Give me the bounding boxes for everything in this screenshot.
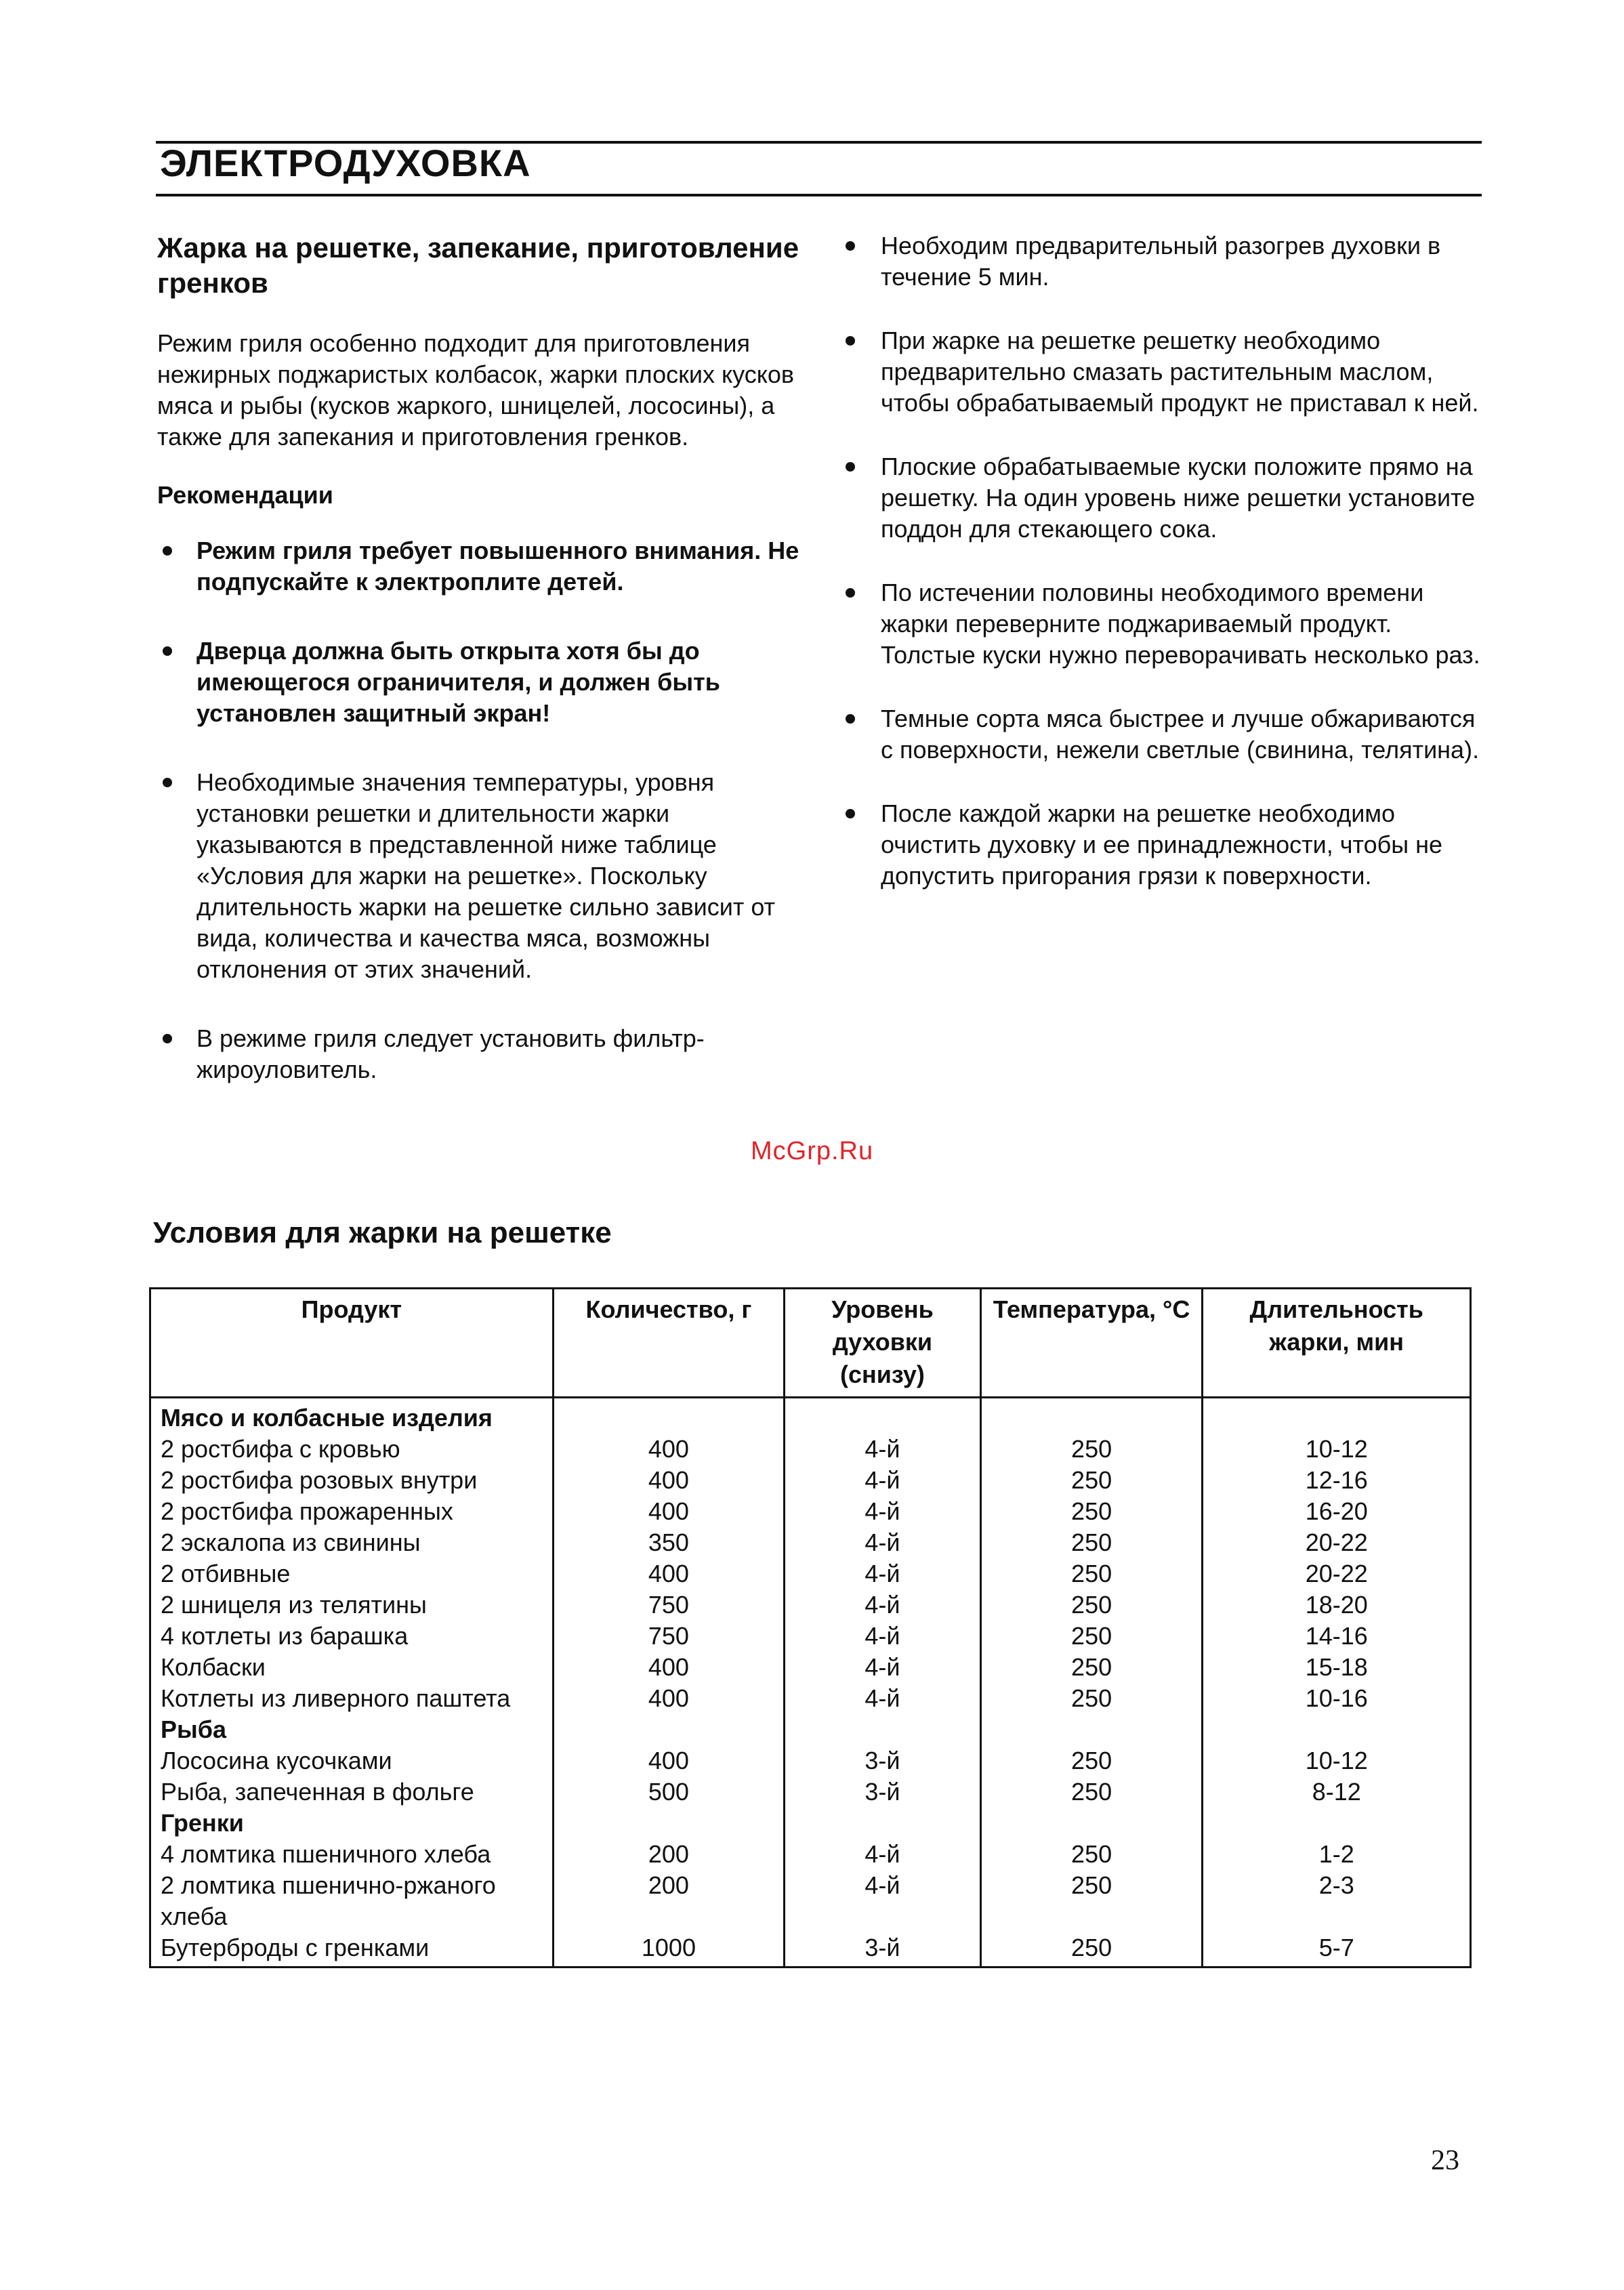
table-row <box>150 1932 1471 1968</box>
recommendation-bullet: Необходимые значения температуры, уровня установки решетки и длительности жарки указываются в представленной ниже таблице «Условия для жарки на решетке». Поскольку длительность жарки на решетке сильно зависит от вида, количества и качества мяса, возможны отклонения от этих значений. <box>157 767 808 985</box>
cell-quantity: 750 <box>553 1589 785 1621</box>
empty-cell <box>785 1398 981 1434</box>
cell-oven-level: 4-й <box>785 1465 981 1496</box>
empty-cell <box>980 1398 1203 1434</box>
cell-duration: 5-7 <box>1203 1932 1471 1968</box>
cell-oven-level: 4-й <box>785 1496 981 1527</box>
cell-quantity: 750 <box>553 1621 785 1652</box>
table-title: Условия для жарки на решетке <box>153 1216 612 1249</box>
cell-quantity: 200 <box>553 1870 785 1932</box>
cell-product: 2 шницеля из телятины <box>150 1589 554 1621</box>
table-group-row <box>150 1714 1471 1745</box>
cell-oven-level: 3-й <box>785 1932 981 1968</box>
right-column <box>840 230 1491 924</box>
title-underline <box>156 194 1482 196</box>
cell-quantity: 200 <box>553 1839 785 1870</box>
cell-quantity: 400 <box>553 1745 785 1776</box>
table-row <box>150 1776 1471 1808</box>
empty-cell <box>553 1714 785 1745</box>
cell-oven-level: 4-й <box>785 1434 981 1465</box>
recommendations-label: Рекомендации <box>157 481 333 509</box>
grilling-conditions-table <box>149 1287 1472 1968</box>
cell-product: Колбаски <box>150 1652 554 1683</box>
table-row <box>150 1870 1471 1932</box>
cell-oven-level: 3-й <box>785 1776 981 1808</box>
cell-duration: 10-12 <box>1203 1745 1471 1776</box>
cell-product: Лососина кусочками <box>150 1745 554 1776</box>
empty-cell <box>553 1398 785 1434</box>
table-row <box>150 1652 1471 1683</box>
cell-temperature: 250 <box>980 1621 1203 1652</box>
table-row <box>150 1465 1471 1496</box>
cell-product: Рыба, запеченная в фольге <box>150 1776 554 1808</box>
group-label: Гренки <box>150 1808 554 1839</box>
warning-bullet: Дверца должна быть открыта хотя бы до имеющегося ограничителя, и должен быть установлен защитный экран! <box>157 636 808 729</box>
table-row <box>150 1589 1471 1621</box>
table-header-row <box>150 1289 1471 1398</box>
empty-cell <box>553 1808 785 1839</box>
cell-duration: 10-12 <box>1203 1434 1471 1465</box>
page-number: 23 <box>1431 2145 1459 2176</box>
column-header-quantity: Количество, г <box>553 1289 785 1398</box>
empty-cell <box>785 1808 981 1839</box>
recommendation-bullet: При жарке на решетке решетку необходимо предварительно смазать растительным маслом, чтобы обрабатываемый продукт не приставал к ней. <box>840 325 1491 419</box>
cell-product: 2 ростбифа прожаренных <box>150 1496 554 1527</box>
recommendation-bullet: В режиме гриля следует установить фильтр-жироуловитель. <box>157 1023 808 1085</box>
column-header-oven-level: Уровень духовки (снизу) <box>785 1289 981 1398</box>
table-row <box>150 1683 1471 1714</box>
cell-temperature: 250 <box>980 1683 1203 1714</box>
cell-temperature: 250 <box>980 1496 1203 1527</box>
cell-quantity: 500 <box>553 1776 785 1808</box>
table-row <box>150 1621 1471 1652</box>
watermark: McGrp.Ru <box>751 1137 874 1165</box>
section-title: ЭЛЕКТРОДУХОВКА <box>160 142 531 184</box>
cell-duration: 2-3 <box>1203 1870 1471 1932</box>
cell-duration: 20-22 <box>1203 1558 1471 1589</box>
cell-temperature: 250 <box>980 1652 1203 1683</box>
column-header-duration: Длительность жарки, мин <box>1203 1289 1471 1398</box>
cell-duration: 15-18 <box>1203 1652 1471 1683</box>
left-column <box>157 230 808 1123</box>
cell-temperature: 250 <box>980 1558 1203 1589</box>
cell-quantity: 400 <box>553 1465 785 1496</box>
recommendation-bullet: После каждой жарки на решетке необходимо очистить духовку и ее принадлежности, чтобы не допустить пригорания грязи к поверхности. <box>840 798 1491 892</box>
cell-oven-level: 4-й <box>785 1558 981 1589</box>
cell-oven-level: 4-й <box>785 1589 981 1621</box>
cell-duration: 20-22 <box>1203 1527 1471 1558</box>
empty-cell <box>1203 1398 1471 1434</box>
cell-quantity: 1000 <box>553 1932 785 1968</box>
cell-duration: 16-20 <box>1203 1496 1471 1527</box>
cell-product: 4 ломтика пшеничного хлеба <box>150 1839 554 1870</box>
cell-duration: 8-12 <box>1203 1776 1471 1808</box>
cell-product: 2 отбивные <box>150 1558 554 1589</box>
cell-duration: 14-16 <box>1203 1621 1471 1652</box>
empty-cell <box>1203 1808 1471 1839</box>
cell-oven-level: 4-й <box>785 1527 981 1558</box>
empty-cell <box>980 1808 1203 1839</box>
table-group-row <box>150 1808 1471 1839</box>
cell-quantity: 350 <box>553 1527 785 1558</box>
table-row <box>150 1839 1471 1870</box>
recommendation-bullet: По истечении половины необходимого времени жарки переверните поджариваемый продукт. Толстые куски нужно переворачивать несколько раз. <box>840 577 1491 671</box>
table-row <box>150 1558 1471 1589</box>
subsection-heading: Жарка на решетке, запекание, приготовление гренков <box>157 232 799 299</box>
empty-cell <box>1203 1714 1471 1745</box>
cell-product: 4 котлеты из барашка <box>150 1621 554 1652</box>
column-header-temperature: Температура, °С <box>980 1289 1203 1398</box>
recommendation-bullet: Темные сорта мяса быстрее и лучше обжариваются с поверхности, нежели светлые (свинина, телятина). <box>840 703 1491 766</box>
table-row <box>150 1496 1471 1527</box>
table-row <box>150 1527 1471 1558</box>
cell-product: 2 ростбифа розовых внутри <box>150 1465 554 1496</box>
cell-duration: 1-2 <box>1203 1839 1471 1870</box>
cell-product: Бутерброды с гренками <box>150 1932 554 1968</box>
cell-duration: 10-16 <box>1203 1683 1471 1714</box>
cell-quantity: 400 <box>553 1434 785 1465</box>
cell-oven-level: 4-й <box>785 1683 981 1714</box>
cell-quantity: 400 <box>553 1683 785 1714</box>
empty-cell <box>980 1714 1203 1745</box>
cell-oven-level: 4-й <box>785 1652 981 1683</box>
cell-temperature: 250 <box>980 1527 1203 1558</box>
cell-temperature: 250 <box>980 1434 1203 1465</box>
cell-oven-level: 4-й <box>785 1621 981 1652</box>
cell-duration: 18-20 <box>1203 1589 1471 1621</box>
table-row <box>150 1434 1471 1465</box>
cell-temperature: 250 <box>980 1839 1203 1870</box>
cell-quantity: 400 <box>553 1652 785 1683</box>
cell-temperature: 250 <box>980 1745 1203 1776</box>
cell-temperature: 250 <box>980 1932 1203 1968</box>
cell-temperature: 250 <box>980 1589 1203 1621</box>
recommendation-bullet: Плоские обрабатываемые куски положите прямо на решетку. На один уровень ниже решетки установите поддон для стекающего сока. <box>840 451 1491 545</box>
recommendation-bullet: Необходим предварительный разогрев духовки в течение 5 мин. <box>840 230 1491 293</box>
empty-cell <box>785 1714 981 1745</box>
cell-temperature: 250 <box>980 1870 1203 1932</box>
table-body <box>150 1398 1471 1968</box>
cell-temperature: 250 <box>980 1465 1203 1496</box>
cell-quantity: 400 <box>553 1496 785 1527</box>
cell-temperature: 250 <box>980 1776 1203 1808</box>
group-label: Мясо и колбасные изделия <box>150 1398 554 1434</box>
group-label: Рыба <box>150 1714 554 1745</box>
warning-bullet: Режим гриля требует повышенного внимания. Не подпускайте к электроплите детей. <box>157 535 808 598</box>
table-row <box>150 1745 1471 1776</box>
cell-product: 2 ростбифа с кровью <box>150 1434 554 1465</box>
cell-product: 2 ломтика пшенично-ржаного хлеба <box>150 1870 554 1932</box>
cell-product: 2 эскалопа из свинины <box>150 1527 554 1558</box>
cell-product: Котлеты из ливерного паштета <box>150 1683 554 1714</box>
intro-paragraph: Режим гриля особенно подходит для приготовления нежирных поджаристых колбасок, жарки плоских кусков мяса и рыбы (кусков жаркого, шницелей, лососины), а также для запекания и приготовления гренков. <box>157 329 795 451</box>
table-group-row <box>150 1398 1471 1434</box>
column-header-product: Продукт <box>150 1289 554 1398</box>
cell-duration: 12-16 <box>1203 1465 1471 1496</box>
cell-oven-level: 4-й <box>785 1870 981 1932</box>
cell-oven-level: 3-й <box>785 1745 981 1776</box>
cell-oven-level: 4-й <box>785 1839 981 1870</box>
cell-quantity: 400 <box>553 1558 785 1589</box>
